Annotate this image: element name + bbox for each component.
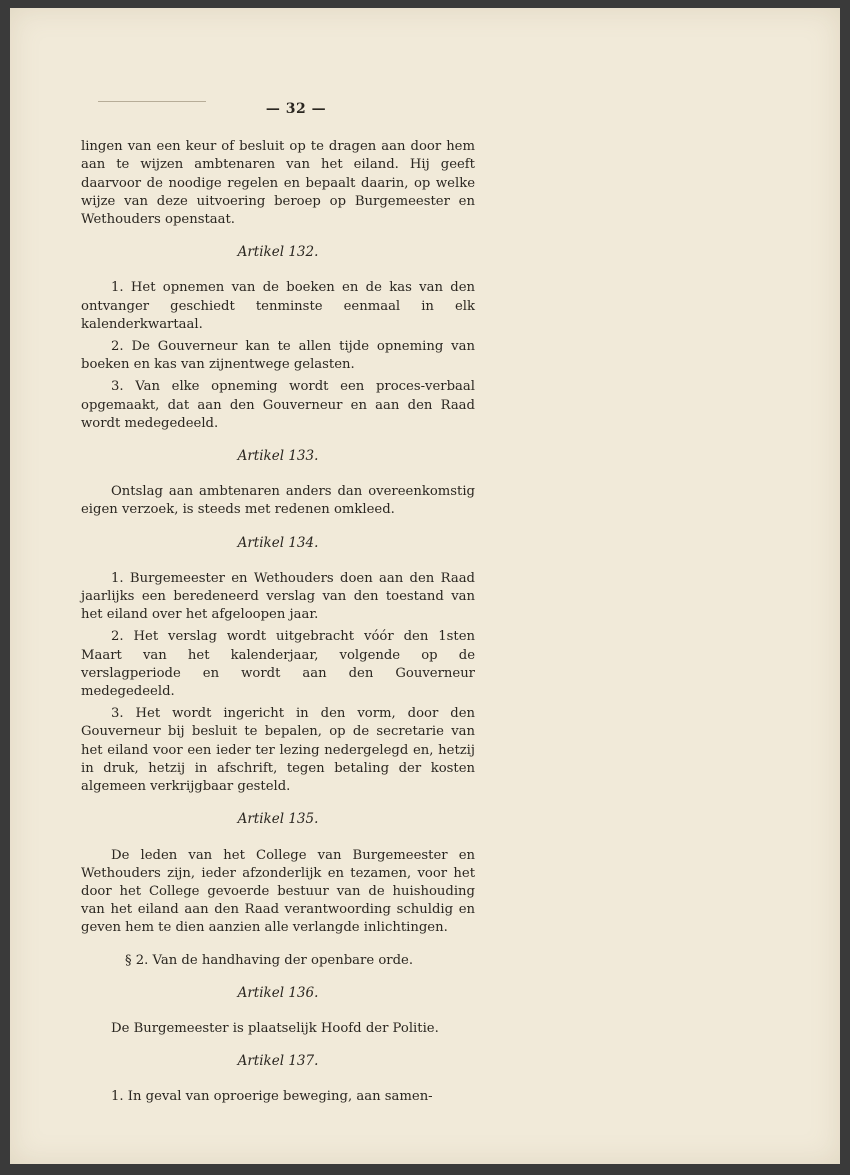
paragraph: 1. Burgemeester en Wethouders doen aan den Raad jaarlijks een beredeneerd verslag van den toestand van het eiland over het afgeloopen jaar. bbox=[81, 570, 475, 623]
article-heading: Artikel 134. bbox=[237, 534, 319, 551]
page-number: — 32 — bbox=[265, 101, 327, 117]
paragraph: lingen van een keur of besluit op te dragen aan door hem aan te wijzen ambtenaren van het eiland. Hij geeft daarvoor de noodige regelen en bepaalt daarin, op welke wijze van deze uitvoering beroep op Burgemeester en Wethouders openstaat. bbox=[81, 139, 475, 228]
article-heading: Artikel 137. bbox=[237, 1053, 319, 1070]
paragraph: 2. De Gouverneur kan te allen tijde opneming van boeken en kas van zijnentwege gelasten. bbox=[81, 339, 475, 373]
paragraph: 3. Van elke opneming wordt een proces-verbaal opgemaakt, dat aan den Gouverneur en aan den Raad wordt medegedeeld. bbox=[81, 379, 475, 431]
article-heading: Artikel 132. bbox=[237, 244, 319, 261]
article-heading: Artikel 136. bbox=[237, 984, 319, 1001]
paragraph: De Burgemeester is plaatselijk Hoofd der Politie. bbox=[111, 1020, 439, 1036]
article-heading: Artikel 135. bbox=[237, 811, 319, 828]
paragraph: Ontslag aan ambtenaren anders dan overeenkomstig eigen verzoek, is steeds met redenen omkleed. bbox=[81, 484, 475, 518]
paragraph: 2. Het verslag wordt uitgebracht vóór den 1sten Maart van het kalenderjaar, volgende op de verslagperiode en wordt aan den Gouverneur medegedeeld. bbox=[81, 629, 475, 700]
section-heading: § 2. Van de handhaving der openbare orde. bbox=[125, 952, 414, 968]
article-heading: Artikel 133. bbox=[237, 448, 319, 465]
text-column bbox=[81, 100, 475, 1111]
page-content bbox=[81, 138, 475, 1106]
paragraph: 1. Het opnemen van de boeken en de kas van den ontvanger geschiedt tenminste eenmaal in elk kalenderkwartaal. bbox=[81, 280, 475, 332]
paragraph: De leden van het College van Burgemeester en Wethouders zijn, ieder afzonderlijk en tezamen, voor het door het College gevoerde bestuur van de huishouding van het eiland aan den Raad verantwoording schuldig en geven hem te dien aanzien alle verlangde inlichtingen. bbox=[81, 847, 475, 936]
document-page bbox=[10, 8, 840, 1164]
paragraph: 1. In geval van oproerige beweging, aan samen- bbox=[111, 1089, 433, 1105]
paragraph: 3. Het wordt ingericht in den vorm, door den Gouverneur bij besluit te bepalen, op de secretarie van het eiland voor een ieder ter lezing nedergelegd en, hetzij in druk, hetzij in afschrift, tegen betaling der kosten algemeen verkrijgbaar gesteld. bbox=[81, 706, 475, 795]
